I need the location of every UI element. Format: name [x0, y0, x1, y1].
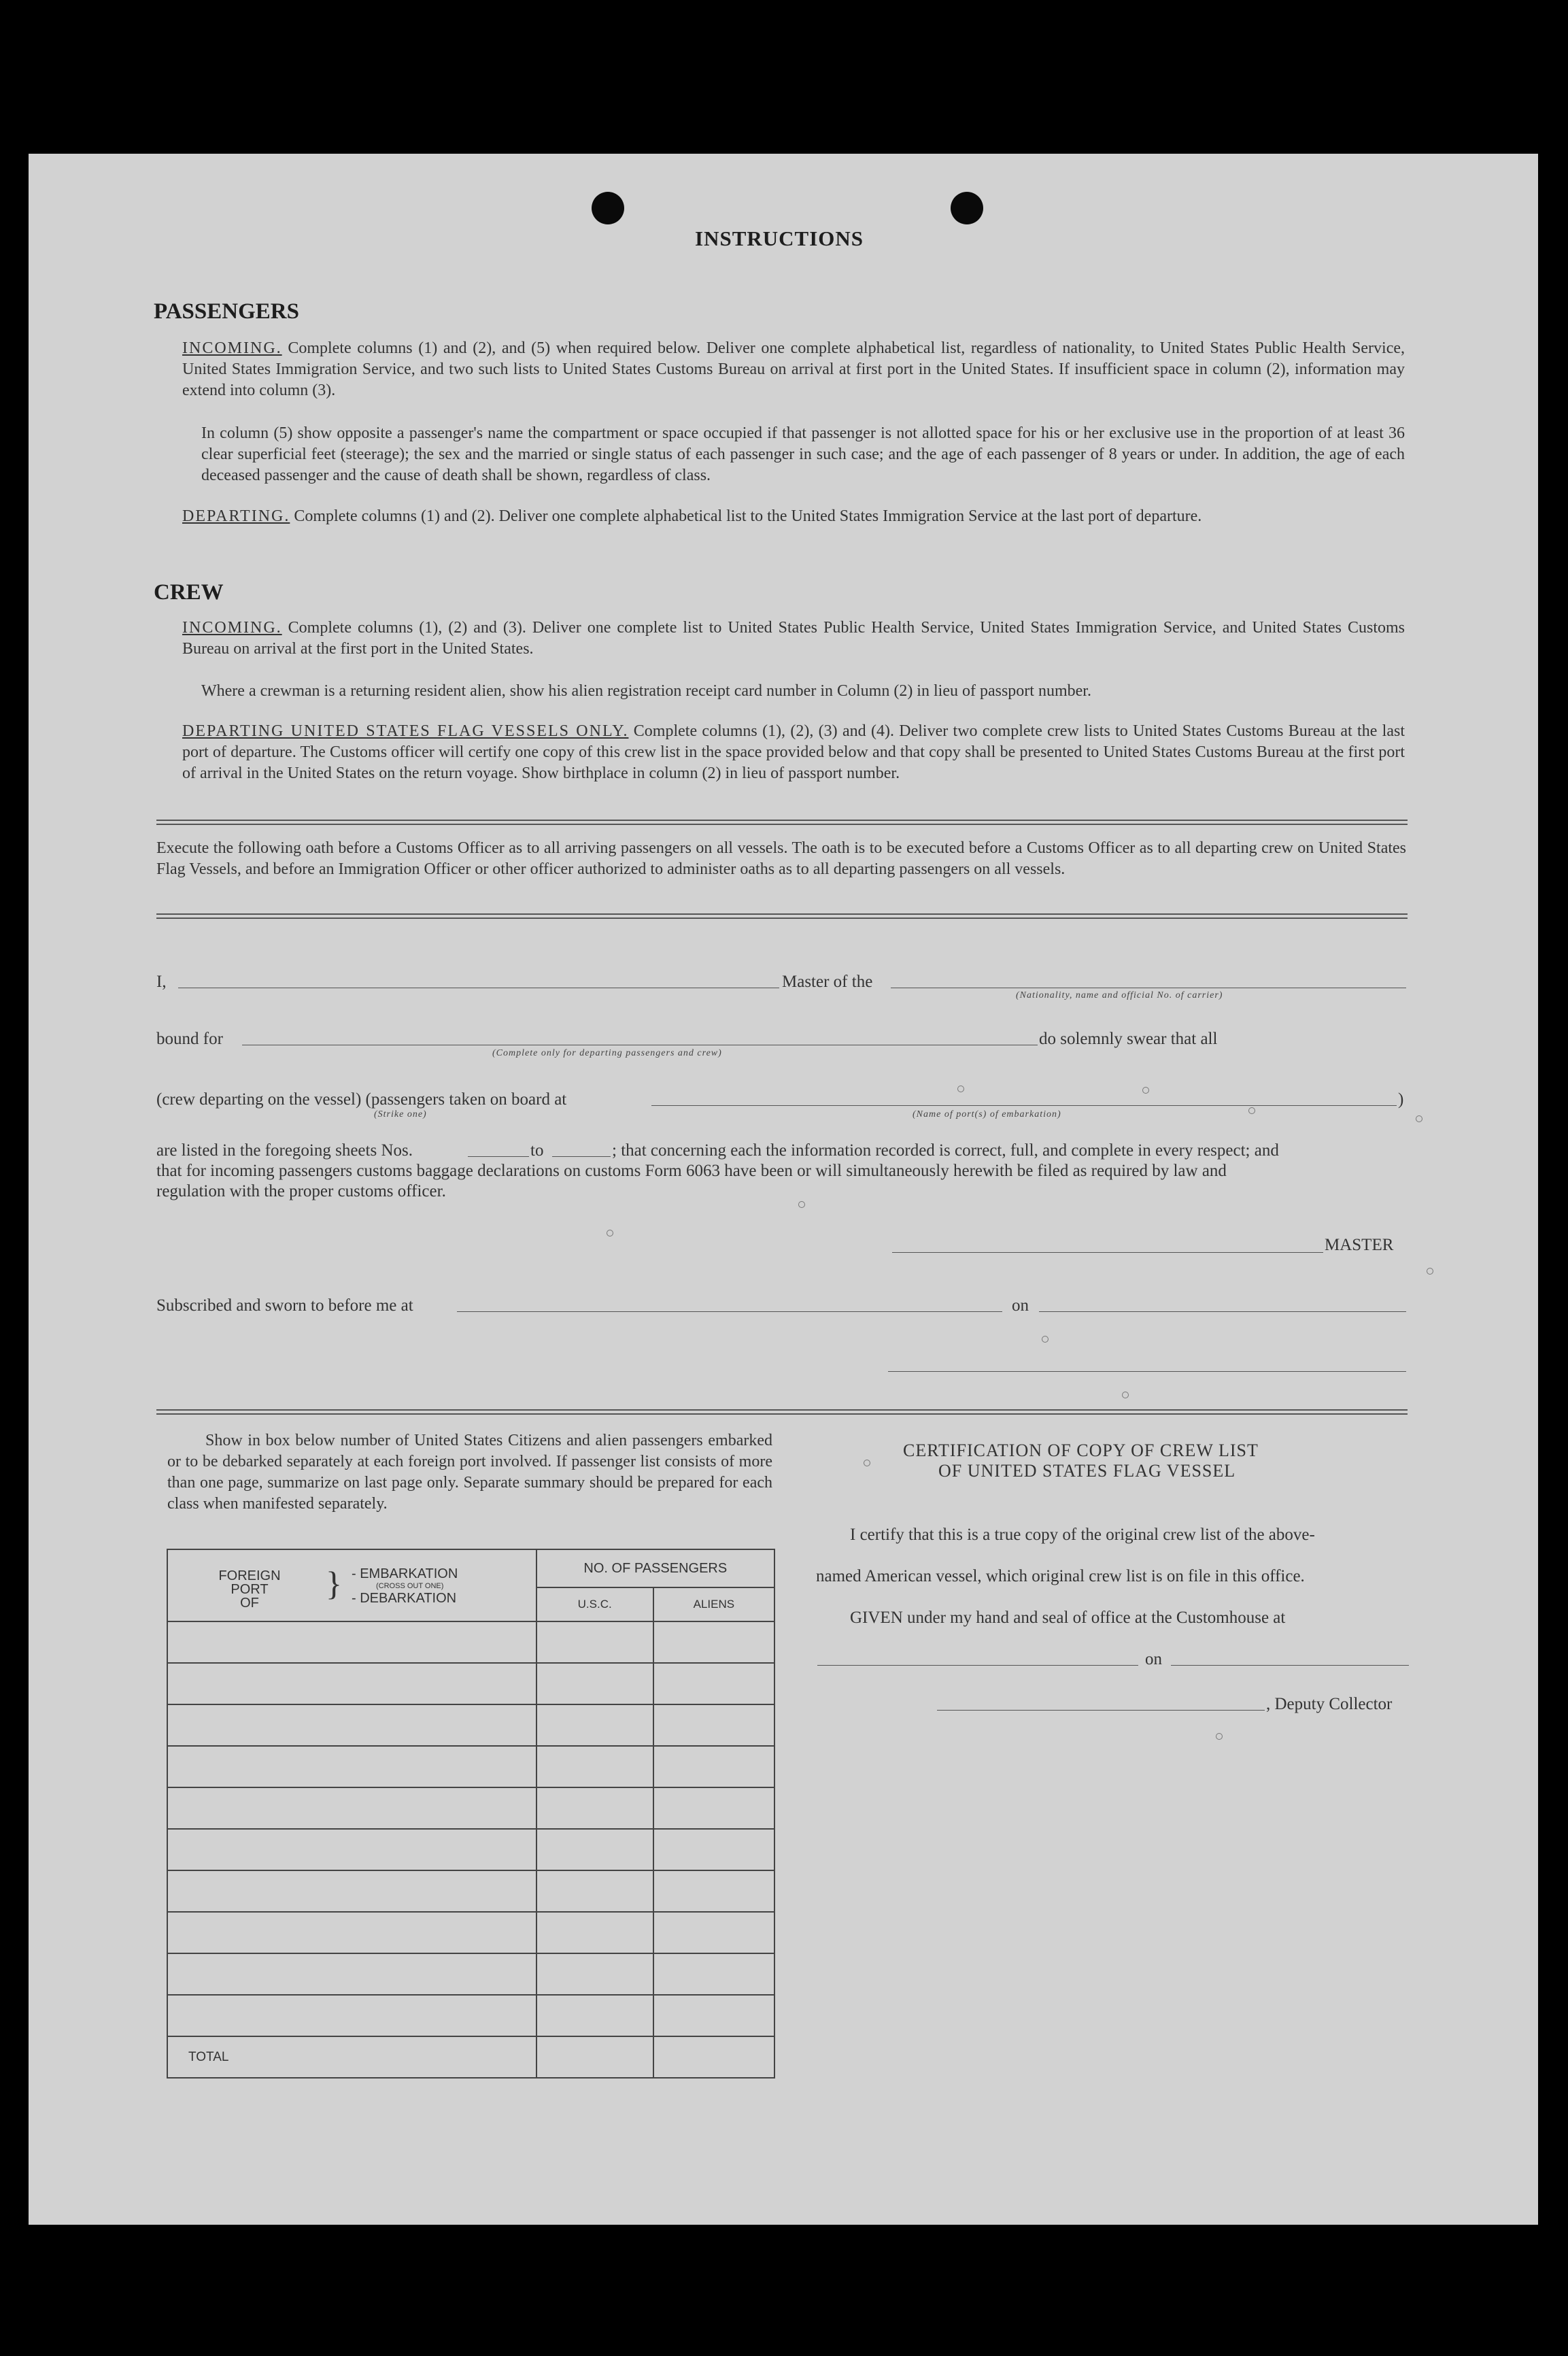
passengers-incoming-text: Complete columns (1) and (2), and (5) when required below. Deliver one complete alphabetical list, regardless of nationality, to United States Public Health Service, United States Immigration Service, and two such lists to United States Customs Bureau on arrival at first port in the United States. If insufficient space in column (2), information may extend into column (3). — [182, 339, 1405, 399]
certify-line1: I certify that this is a true copy of the original crew list of the above- — [850, 1526, 1315, 1544]
crew-departing-text: Complete columns (1), (2), (3) and (4). Deliver two complete crew lists to United States Customs Bureau at the last port of departure. The Customs officer will certify one copy of this crew list in the space provided below and that copy shall be presented to United States Customs Bureau at the first port of arrival in the United States on the return voyage. Show birthplace in column (2) in lieu of passport number. — [182, 722, 1405, 782]
usc-cell[interactable] — [536, 1953, 653, 1995]
speck — [864, 1460, 870, 1466]
deputy-collector-label: , Deputy Collector — [1266, 1695, 1393, 1713]
certification-title-line1: CERTIFICATION OF COPY OF CREW LIST — [903, 1441, 1259, 1460]
oath-i-label: I, — [156, 973, 167, 991]
port-cell[interactable] — [167, 1829, 536, 1870]
passengers-departing-label: DEPARTING. — [182, 507, 290, 525]
aliens-header: ALIENS — [653, 1587, 774, 1621]
port-cell[interactable] — [167, 1912, 536, 1953]
table-row — [167, 1953, 774, 1995]
certification-on-word: on — [1145, 1650, 1162, 1668]
cross-out-label: (CROSS OUT ONE) — [376, 1582, 444, 1590]
usc-header: U.S.C. — [536, 1587, 653, 1621]
summary-instructions: Show in box below number of United States Citizens and alien passengers embarked or to be debarked separately at each foreign port involved. If passenger list consists of more than one page, summarize on last page only. Separate summary should be prepared for each class when manifested separately. — [167, 1432, 772, 1513]
port-cell[interactable] — [167, 1621, 536, 1663]
passenger-summary-table — [167, 1549, 775, 2079]
sheet-to-field[interactable] — [552, 1156, 611, 1157]
listed-rest: ; that concerning each the information recorded is correct, full, and complete in every respect; and — [612, 1141, 1279, 1160]
listed-line3: regulation with the proper customs officer. — [156, 1182, 446, 1200]
speck — [1042, 1336, 1049, 1343]
aliens-total-cell[interactable] — [653, 2036, 774, 2078]
crew-incoming-paragraph — [182, 618, 1405, 660]
usc-cell[interactable] — [536, 1829, 653, 1870]
divider — [156, 913, 1408, 919]
sheet-from-field[interactable] — [468, 1156, 529, 1157]
debarkation-label: - DEBARKATION — [352, 1591, 457, 1606]
table-row — [167, 1746, 774, 1787]
table-row — [167, 1787, 774, 1829]
bound-caption: (Complete only for departing passengers and crew) — [492, 1048, 722, 1058]
table-row — [167, 1829, 774, 1870]
total-row — [167, 2036, 774, 2078]
oath-instructions: Execute the following oath before a Customs Officer as to all arriving passengers on all vessels. The oath is to be executed before a Customs Officer as to all departing crew on United States Flag Vessels, and before an Immigration Officer or other officer authorized to administer oaths as to all departing passengers on all vessels. — [156, 839, 1406, 878]
table-row — [167, 1663, 774, 1704]
punch-hole-right — [951, 192, 983, 224]
aliens-cell[interactable] — [653, 1953, 774, 1995]
nationality-caption: (Nationality, name and official No. of carrier) — [1016, 990, 1223, 1000]
embarkation-label: - EMBARKATION — [352, 1566, 458, 1581]
aliens-cell[interactable] — [653, 1870, 774, 1912]
crew-heading: CREW — [154, 580, 224, 605]
given-text: GIVEN under my hand and seal of office at the Customhouse at — [850, 1609, 1286, 1627]
aliens-cell[interactable] — [653, 1912, 774, 1953]
port-cell[interactable] — [167, 1746, 536, 1787]
passengers-incoming-paragraph — [182, 338, 1405, 401]
port-cell[interactable] — [167, 1704, 536, 1746]
total-label: TOTAL — [167, 2036, 536, 2078]
usc-cell[interactable] — [536, 1621, 653, 1663]
swear-text: do solemnly swear that all — [1039, 1030, 1218, 1048]
port-cell[interactable] — [167, 1953, 536, 1995]
divider — [156, 1409, 1408, 1415]
sworn-location-field[interactable] — [457, 1311, 1002, 1312]
aliens-cell[interactable] — [653, 1621, 774, 1663]
passengers-incoming-label: INCOMING. — [182, 339, 282, 357]
sworn-date-field[interactable] — [1039, 1311, 1406, 1312]
table-row — [167, 1870, 774, 1912]
usc-cell[interactable] — [536, 1787, 653, 1829]
aliens-cell[interactable] — [653, 1663, 774, 1704]
speck — [1142, 1087, 1149, 1094]
passengers-heading: PASSENGERS — [154, 299, 299, 324]
usc-cell[interactable] — [536, 1995, 653, 2036]
port-header-cell: FOREIGN PORT OF } - EMBARKATION (CROSS OUT ONE) - DEBARKATION — [167, 1549, 536, 1621]
port-cell[interactable] — [167, 1787, 536, 1829]
aliens-cell[interactable] — [653, 1829, 774, 1870]
strike-caption: (Strike one) — [374, 1109, 427, 1120]
ports-caption: (Name of port(s) of embarkation) — [913, 1109, 1061, 1120]
crew-alien-paragraph: Where a crewman is a returning resident alien, show his alien registration receipt card number in Column (2) in lieu of passport number. — [201, 682, 1091, 700]
deputy-signature-field[interactable] — [937, 1710, 1265, 1711]
crew-passengers-text: (crew departing on the vessel) (passengers taken on board at — [156, 1090, 567, 1109]
usc-cell[interactable] — [536, 1663, 653, 1704]
port-cell[interactable] — [167, 1870, 536, 1912]
listed-start: are listed in the foregoing sheets Nos. — [156, 1141, 413, 1160]
passengers-departing-text: Complete columns (1) and (2). Deliver one complete alphabetical list to the United States Immigration Service at the last port of departure. — [294, 507, 1202, 525]
speck — [607, 1230, 613, 1236]
aliens-cell[interactable] — [653, 1995, 774, 2036]
master-label: MASTER — [1325, 1236, 1394, 1254]
crew-departing-label: DEPARTING UNITED STATES FLAG VESSELS ONLY. — [182, 722, 629, 740]
speck — [1427, 1268, 1433, 1275]
certification-title-line2: OF UNITED STATES FLAG VESSEL — [938, 1461, 1236, 1481]
speck — [957, 1086, 964, 1092]
crew-incoming-label: INCOMING. — [182, 619, 282, 637]
certify-line2: named American vessel, which original crew list is on file in this office. — [816, 1567, 1305, 1585]
no-of-passengers-header: NO. OF PASSENGERS — [536, 1549, 774, 1587]
on-word: on — [1012, 1296, 1029, 1315]
usc-cell[interactable] — [536, 1746, 653, 1787]
aliens-cell[interactable] — [653, 1787, 774, 1829]
table-row — [167, 1704, 774, 1746]
master-signature-line[interactable] — [892, 1252, 1323, 1253]
port-cell[interactable] — [167, 1663, 536, 1704]
crew-incoming-text: Complete columns (1), (2) and (3). Deliver one complete list to United States Public Health Service, United States Immigration Service, and United States Customs Bureau on arrival at the first port in the United States. — [182, 619, 1405, 658]
aliens-cell[interactable] — [653, 1746, 774, 1787]
table-row — [167, 1621, 774, 1663]
bound-for-label: bound for — [156, 1030, 223, 1048]
usc-total-cell[interactable] — [536, 2036, 653, 2078]
table-row — [167, 1912, 774, 1953]
master-of-the-label: Master of the — [782, 973, 873, 991]
subscribed-label: Subscribed and sworn to before me at — [156, 1296, 413, 1315]
listed-line2: that for incoming passengers customs baggage declarations on customs Form 6063 have been or will simultaneously herewith be filed as required by law and — [156, 1162, 1227, 1180]
of-label: OF — [240, 1596, 259, 1611]
port-label: PORT — [231, 1582, 269, 1597]
speck — [1248, 1107, 1255, 1114]
speck — [1416, 1115, 1422, 1122]
port-cell[interactable] — [167, 1995, 536, 2036]
officer-signature-line[interactable] — [888, 1371, 1406, 1372]
page-title: INSTRUCTIONS — [695, 226, 864, 250]
speck — [1216, 1733, 1223, 1740]
table-row — [167, 1995, 774, 2036]
certification-date-field[interactable] — [1171, 1665, 1409, 1666]
customhouse-field[interactable] — [817, 1665, 1138, 1666]
usc-cell[interactable] — [536, 1704, 653, 1746]
punch-hole-left — [592, 192, 624, 224]
close-paren: ) — [1398, 1090, 1404, 1109]
passengers-column5-paragraph: In column (5) show opposite a passenger's name the compartment or space occupied if that passenger is not allotted space for his or her exclusive use in the proportion of at least 36 clear superficial feet (steerage); the sex and the married or single status of each passenger in such case; and the age of each passenger of 8 years or under. In addition, the age of each deceased passenger and the cause of death shall be shown, regardless of class. — [201, 424, 1405, 484]
to-word: to — [530, 1141, 544, 1160]
usc-cell[interactable] — [536, 1870, 653, 1912]
divider — [156, 820, 1408, 825]
aliens-cell[interactable] — [653, 1704, 774, 1746]
embarkation-ports-field[interactable] — [651, 1105, 1397, 1106]
foreign-label: FOREIGN — [218, 1568, 281, 1583]
usc-cell[interactable] — [536, 1912, 653, 1953]
speck — [1122, 1392, 1129, 1398]
passengers-departing-paragraph — [182, 506, 1405, 527]
speck — [798, 1201, 805, 1208]
crew-departing-paragraph — [182, 721, 1405, 784]
